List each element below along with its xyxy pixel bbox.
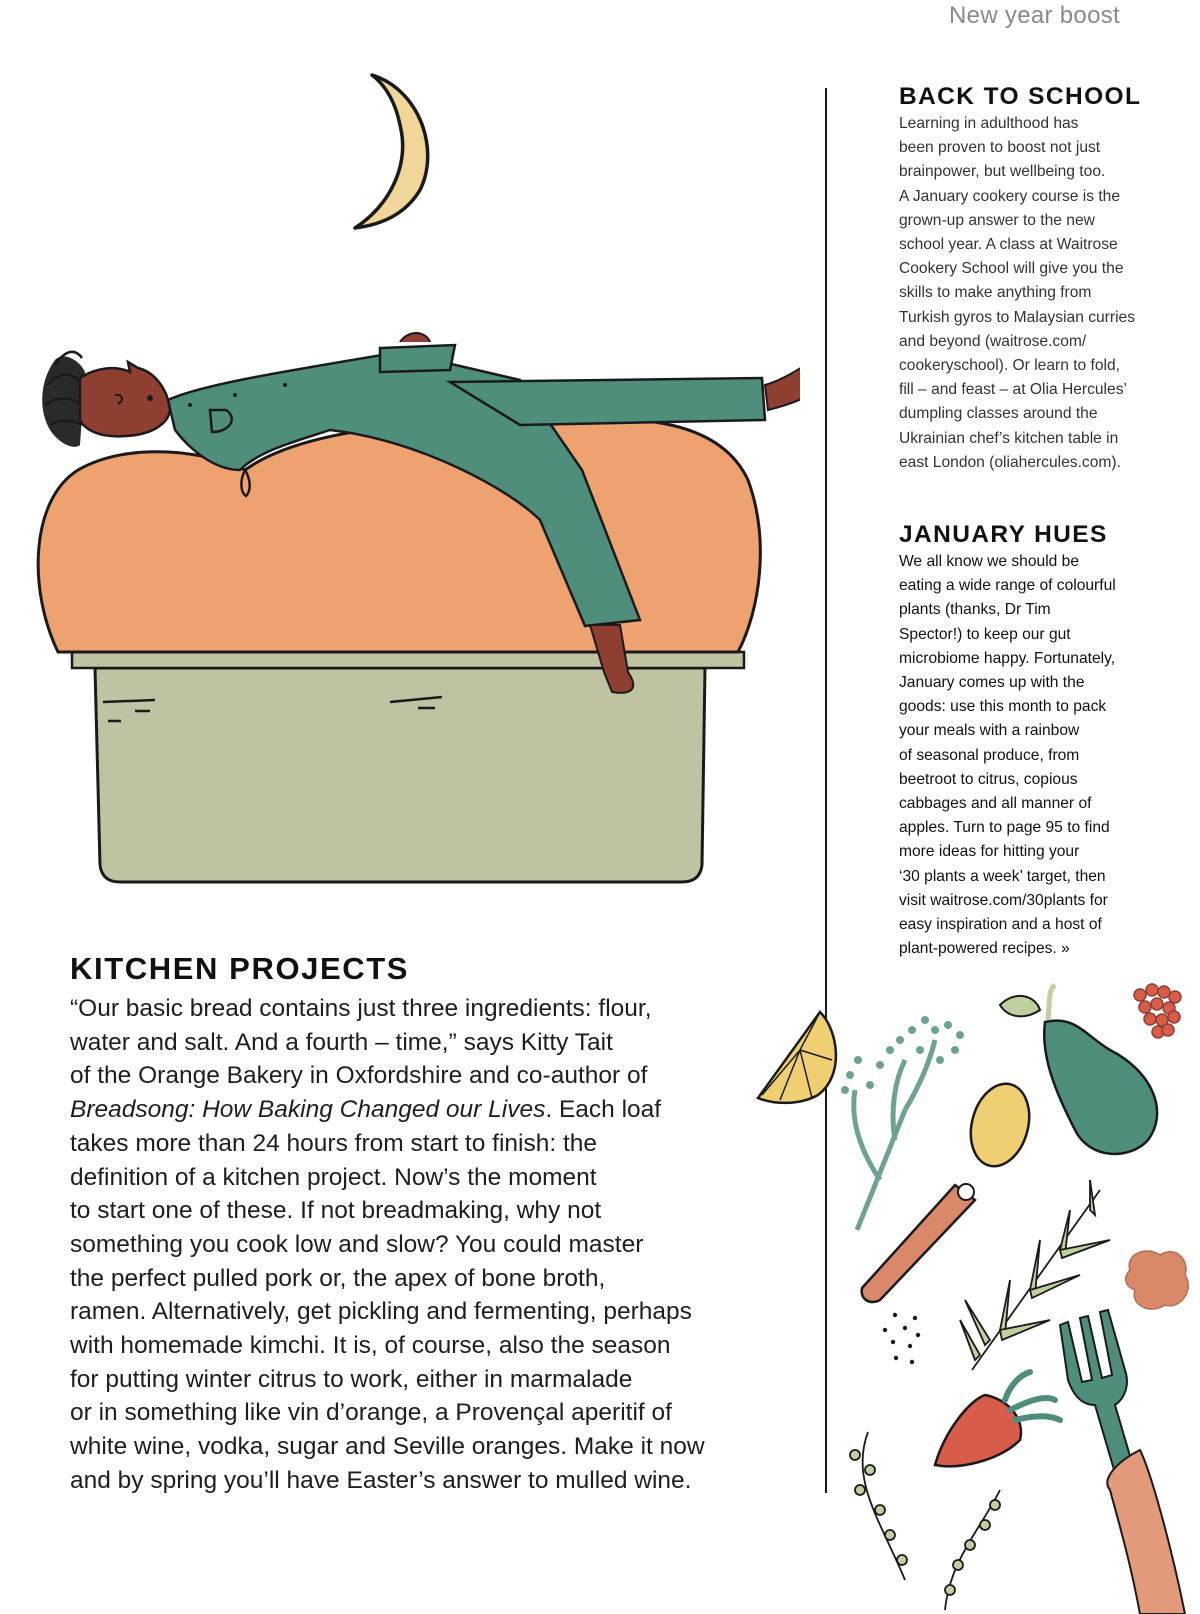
text-line: grown-up answer to the new — [899, 211, 1095, 229]
bread-tin-icon — [72, 652, 744, 882]
walnut-icon — [1126, 1251, 1189, 1309]
orange-slice-icon — [758, 1012, 836, 1103]
section-label: New year boost — [949, 2, 1120, 29]
peppercorns-icon — [883, 1313, 920, 1364]
text-line: to start one of these. If not breadmaking, why not — [70, 1197, 602, 1225]
text-line: east London (oliahercules.com). — [899, 453, 1121, 471]
text-line: definition of a kitchen project. Now’s the moment — [70, 1163, 597, 1191]
text-line: Learning in adulthood has — [899, 115, 1079, 132]
cinnamon-stick-icon — [862, 1184, 975, 1302]
back-to-school-heading: BACK TO SCHOOL — [899, 83, 1142, 110]
text-line: Ukrainian chef’s kitchen table in — [899, 429, 1119, 447]
text-line: school year. A class at Waitrose — [899, 236, 1118, 254]
vine-sprig-icon — [850, 1432, 907, 1580]
text-line: takes more than 24 hours from start to finish: the — [70, 1129, 598, 1157]
text-line: white wine, vodka, sugar and Seville oranges. Make it now — [70, 1433, 705, 1461]
text-line: apples. Turn to page 95 to find — [899, 819, 1110, 837]
text-line: January comes up with the — [899, 674, 1085, 692]
kitchen-projects-article — [70, 950, 770, 1498]
january-hues-section — [899, 520, 1161, 961]
text-line: water and salt. And a fourth – time,” says Kitty Tait — [70, 1028, 613, 1056]
text-line: beetroot to citrus, copious — [899, 770, 1078, 788]
raspberry-icon — [1134, 984, 1181, 1038]
text-line: dumpling classes around the — [899, 405, 1098, 423]
book-title: Breadsong: How Baking Changed our Lives — [70, 1096, 546, 1124]
text-line: or in something like vin d’orange, a Provençal aperitif of — [70, 1399, 672, 1427]
text-line: Cookery School will give you the — [899, 260, 1124, 278]
text-line: cookeryschool). Or learn to fold, — [899, 357, 1121, 375]
text-line: “Our basic bread contains just three ingredients: flour, — [70, 995, 652, 1022]
text-line: plants (thanks, Dr Tim — [899, 601, 1051, 619]
text-fragment: . Each loaf — [545, 1096, 662, 1124]
kitchen-projects-body — [70, 992, 770, 1498]
text-line: of the Orange Bakery in Oxfordshire and co-author of — [70, 1062, 648, 1090]
text-line: for putting winter citrus to work, either in marmalade — [70, 1365, 633, 1393]
text-line: been proven to boost not just — [899, 139, 1101, 157]
text-line — [70, 1093, 770, 1127]
back-to-school-body — [899, 112, 1161, 475]
text-line: Turkish gyros to Malaysian curries — [899, 308, 1135, 326]
text-line: your meals with a rainbow — [899, 722, 1080, 740]
sleeping-on-bread-illustration — [0, 60, 800, 920]
text-line: microbiome happy. Fortunately, — [899, 649, 1116, 667]
text-line: and by spring you’ll have Easter’s answer to mulled wine. — [70, 1466, 692, 1494]
text-line: easy inspiration and a host of — [899, 916, 1102, 934]
kitchen-projects-heading: KITCHEN PROJECTS — [70, 951, 410, 986]
text-line: eating a wide range of colourful — [899, 577, 1116, 595]
text-line: brainpower, but wellbeing too. — [899, 163, 1106, 181]
text-line: We all know we should be — [899, 553, 1080, 570]
text-line: plant-powered recipes. » — [899, 940, 1070, 958]
fork-in-hand-icon — [1060, 1310, 1185, 1614]
text-line: visit waitrose.com/30plants for — [899, 891, 1108, 909]
bread-loaf-icon — [38, 419, 760, 652]
text-line: cabbages and all manner of — [899, 795, 1092, 813]
text-line: the perfect pulled pork or, the apex of bone broth, — [70, 1264, 606, 1292]
text-line: A January cookery course is the — [899, 187, 1121, 205]
text-line: goods: use this month to pack — [899, 698, 1107, 716]
text-line: something you cook low and slow? You could master — [70, 1230, 644, 1258]
vine-sprig-icon — [945, 1490, 1000, 1610]
strawberry-icon — [935, 1372, 1060, 1466]
january-hues-body — [899, 550, 1161, 961]
back-to-school-section — [899, 82, 1161, 475]
text-line: and beyond (waitrose.com/ — [899, 332, 1087, 350]
text-line: fill – and feast – at Olia Hercules’ — [899, 381, 1127, 399]
text-line: skills to make anything from — [899, 284, 1092, 302]
text-line: ramen. Alternatively, get pickling and fermenting, perhaps — [70, 1298, 692, 1326]
january-hues-heading: JANUARY HUES — [899, 521, 1108, 548]
text-line: Spector!) to keep our gut — [899, 625, 1071, 643]
crescent-moon-icon — [355, 75, 428, 228]
text-line: more ideas for hitting your — [899, 843, 1080, 861]
lemon-icon — [962, 1077, 1038, 1173]
text-line: of seasonal produce, from — [899, 746, 1080, 764]
text-line: with homemade kimchi. It is, of course, also the season — [70, 1332, 671, 1360]
text-line: ‘30 plants a week’ target, then — [899, 867, 1106, 885]
produce-illustration — [740, 960, 1200, 1614]
